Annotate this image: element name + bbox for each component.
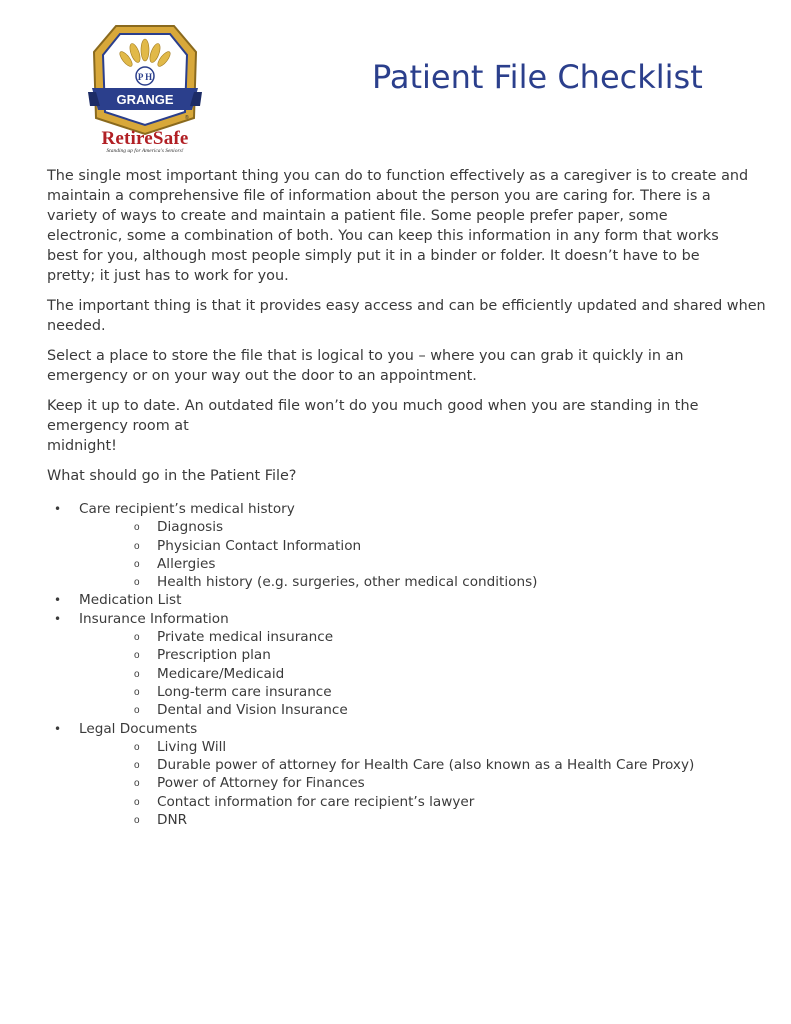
text-line: emergency or on your way out the door to an appointment.: [47, 368, 477, 384]
brand-name: RetireSafe: [101, 128, 189, 149]
circle-bullet-icon: o: [134, 815, 140, 827]
item-label: Physician Contact Information: [157, 537, 362, 554]
item-label: Diagnosis: [157, 519, 224, 536]
circle-bullet-icon: o: [134, 558, 140, 570]
section-label: Medication List: [79, 592, 182, 609]
list-item: [79, 811, 762, 829]
section-label: Legal Documents: [79, 720, 198, 737]
circle-bullet-icon: o: [134, 796, 140, 808]
text-line: emergency room at: [47, 418, 189, 434]
circle-bullet-icon: o: [134, 686, 140, 698]
text-line: maintain a comprehensive file of information about the person you are caring for. There is a: [47, 188, 711, 204]
circle-bullet-icon: o: [134, 577, 140, 589]
list-item: [79, 555, 762, 573]
text-line: variety of ways to create and maintain a patient file. Some people prefer paper, some: [47, 208, 668, 224]
checklist-section: [47, 720, 762, 830]
access-paragraph: [47, 296, 766, 336]
update-paragraph: [47, 396, 762, 456]
list-item: [79, 628, 762, 646]
item-label: Power of Attorney for Finances: [157, 775, 365, 792]
page-title: Patient File Checklist: [372, 58, 703, 96]
text-line: pretty; it just has to work for you.: [47, 268, 289, 284]
text-line: Select a place to store the file that is logical to you – where you can grab it quickly in an: [47, 348, 684, 364]
bullet-icon: •: [54, 593, 62, 608]
registered-mark-icon: ®: [185, 115, 189, 121]
list-item: [79, 701, 762, 719]
text-line: best for you, although most people simply put it in a binder or folder. It doesn’t have to be: [47, 248, 700, 264]
text-line: The single most important thing you can do to function effectively as a caregiver is to create and: [47, 168, 749, 184]
circle-bullet-icon: o: [134, 540, 140, 552]
bullet-icon: •: [54, 502, 62, 516]
list-item: [79, 774, 762, 792]
text-line: electronic, some a combination of both. You can keep this information in any form that works: [47, 228, 719, 244]
storage-paragraph: [47, 346, 762, 386]
checklist-question: What should go in the Patient File?: [47, 468, 297, 484]
logo-badge-text: GRANGE: [116, 92, 174, 107]
item-label: Living Will: [157, 738, 227, 755]
text-line: needed.: [47, 318, 106, 334]
section-label: Insurance Information: [79, 610, 229, 627]
logo-initials: P H: [137, 72, 153, 82]
checklist-section: [47, 500, 762, 591]
list-item: [79, 518, 762, 536]
item-label: Dental and Vision Insurance: [157, 702, 348, 719]
list-item: [79, 665, 762, 683]
circle-bullet-icon: o: [134, 705, 140, 717]
circle-bullet-icon: o: [134, 632, 140, 644]
circle-bullet-icon: o: [134, 668, 140, 680]
item-label: Medicare/Medicaid: [157, 665, 285, 682]
circle-bullet-icon: o: [134, 741, 140, 753]
item-label: DNR: [157, 812, 188, 829]
intro-paragraph: [47, 166, 762, 286]
item-label: Allergies: [157, 555, 216, 572]
circle-bullet-icon: o: [134, 760, 140, 772]
item-label: Prescription plan: [157, 647, 271, 664]
brand-tagline: Standing up for America's Seniors!: [106, 148, 184, 154]
checklist-section: [47, 591, 762, 609]
item-label: Health history (e.g. surgeries, other medical conditions): [157, 574, 538, 591]
item-label: Contact information for care recipient’s lawyer: [157, 793, 475, 810]
text-line: Keep it up to date. An outdated file won’t do you much good when you are standing in the: [47, 398, 699, 414]
item-label: Private medical insurance: [157, 629, 334, 646]
list-item: [79, 537, 762, 555]
item-label: Durable power of attorney for Health Care (also known as a Health Care Proxy): [157, 757, 695, 774]
section-label: Care recipient’s medical history: [79, 501, 295, 517]
list-item: [79, 738, 762, 756]
document-body: [47, 166, 766, 829]
list-item: [79, 756, 762, 774]
circle-bullet-icon: o: [134, 650, 140, 662]
circle-bullet-icon: o: [134, 522, 140, 534]
list-item: [79, 683, 762, 701]
list-item: [79, 646, 762, 664]
bullet-icon: •: [54, 721, 62, 736]
list-item: [79, 793, 762, 811]
text-line: midnight!: [47, 438, 117, 454]
checklist-section: [47, 610, 762, 720]
text-line: The important thing is that it provides easy access and can be efficiently updated and shared when: [47, 298, 766, 314]
bullet-icon: •: [54, 611, 62, 626]
checklist: [47, 500, 762, 829]
circle-bullet-icon: o: [134, 778, 140, 790]
item-label: Long-term care insurance: [157, 683, 332, 700]
list-item: [79, 573, 762, 591]
